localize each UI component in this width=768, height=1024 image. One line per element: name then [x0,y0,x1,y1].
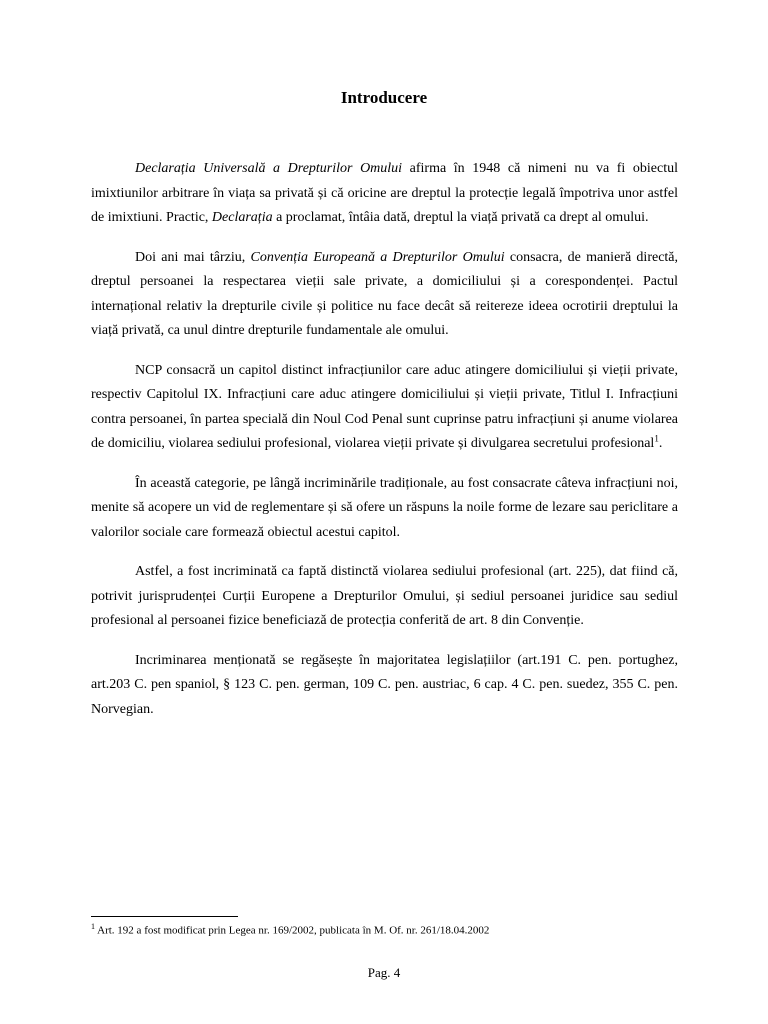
italic-text: Declarația Universală a Drepturilor Omului [135,161,403,176]
italic-text: Convenția Europeană a Drepturilor Omului [250,249,505,265]
footnote-separator [91,916,238,917]
paragraph-text: Incriminarea menționată se regăsește în majoritatea legislațiilor (art.191 C. pen. portughez, art.203 C. pen spaniol, § 123 C. pen. german, 109 C. pen. austriac, 6 cap. 4 C. pen. suedez, 355 C. pen. Norvegian. [91,652,678,717]
paragraph-text: În această categorie, pe lângă incriminările tradiționale, au fost consacrate câteva infracțiuni noi, menite să acopere un vid de reglementare și să ofere un răspuns la noile forme de lezare sau periclitare a valorilor sociale care formează obiectul acestui capitol. [91,475,678,540]
footnote-reference: 1 [654,433,659,444]
footnote [91,920,691,938]
paragraph [91,359,678,457]
paragraph-text: consacra, de manieră directă, dreptul persoanei la respectarea vieții sale private, a domiciliului și a corespondenței. Pactul internațional relativ la drepturile civile și politice nu face decât să reitereze ideea ocrotirii dreptului la viață privată, ca unul dintre drepturile fundamentale ale omului. [91,249,679,338]
paragraph [91,157,678,231]
paragraph-text: afirma în 1948 că nimeni nu va fi obiectul imixtiunilor arbitrare în viața sa privată și că oricine are dreptul la protecție legală împotriva unor astfel de imixtiuni. Practic, [91,161,678,225]
document-body [91,157,678,737]
paragraph-text: a proclamat, întâia dată, dreptul la viață privată ca drept al omului. [272,210,649,225]
paragraph-text: Doi ani mai târziu, [135,249,251,265]
italic-text: Declarația [211,210,273,225]
paragraph-text: . [658,436,663,451]
footnote-marker: 1 [91,922,95,931]
page-title: Introducere [340,88,428,107]
paragraph [91,246,678,344]
page-number: Pag. 4 [367,965,401,980]
paragraph [91,560,678,634]
paragraph-text: NCP consacră un capitol distinct infracțiunilor care aduc atingere domiciliului și vieții private, respectiv Capitolul IX. Infracțiuni care aduc atingere domiciliului și vieții private, Titlul I. Infracțiuni contra persoanei, în partea specială din Noul Cod Penal sunt cuprinse patru infracțiuni și anume violarea de domiciliu, violarea sediului profesional, violarea vieții private și divulgarea secretului profesional [91,362,678,451]
paragraph-text: Astfel, a fost incriminată ca faptă distinctă violarea sediului profesional (art. 225), dat fiind că, potrivit jurisprudenței Curții Europene a Drepturilor Omului, și sediul persoanei juridice sau sediul profesional al persoanei fizice beneficiază de protecția conferită de art. 8 din Convenție. [91,564,678,628]
paragraph [91,649,678,723]
footnote-text: Art. 192 a fost modificat prin Legea nr. 169/2002, publicata în M. Of. nr. 261/18.04.2002 [95,924,490,937]
paragraph [91,472,678,546]
